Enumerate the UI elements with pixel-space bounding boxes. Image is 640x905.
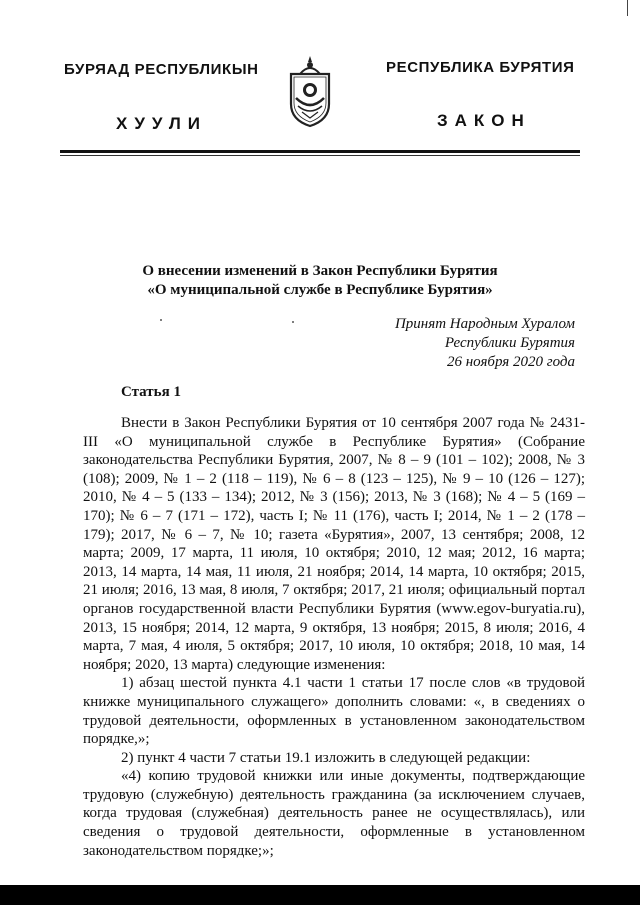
article-body: [83, 414, 585, 860]
paragraph-intro: Внести в Закон Республики Бурятия от 10 сентября 2007 года № 2431-III «О муниципальной службе в Республике Бурятия» (Собрание законодательства Республики Бурятия, 2007, № 8 – 9 (101 – 102); 2008, № 3 (108); 2009, № 1 – 2 (118 – 119), № 6 – 8 (123 – 125), № 9 – 10 (126 – 127); 2010, № 4 – 5 (133 – 134); 2012, № 3 (156); 2013, № 3 (168); № 4 – 5 (169 – 170); № 6 – 7 (171 – 172), часть I; № 11 (176), часть I; 2014, № 1 – 2 (178 – 179); 2017, № 6 – 7, № 10; газета «Бурятия», 2007, 13 сентября; 2008, 12 марта; 2009, 17 марта, 11 июля, 10 октября; 2010, 12 мая; 2012, 16 марта; 2013, 14 марта, 14 мая, 11 июля, 21 ноября; 2014, 14 марта, 10 октября; 2015, 21 июля; 2016, 13 мая, 8 июля, 7 октября; 2017, 21 июля; официальный портал органов государственной власти Республики Бурятия (www.egov-buryatia.ru), 2013, 15 ноября; 2014, 12 марта, 9 октября, 13 ноября; 2015, 8 июля; 2016, 4 марта, 7 мая, 4 июля, 5 октября; 2017, 10 июля, 10 октября; 2018, 10 мая, 14 ноября; 2020, 13 марта) следующие изменения:: [83, 415, 585, 673]
paragraph-item-1: 1) абзац шестой пункта 4.1 части 1 статьи 17 после слов «в трудовой книжке муниципального служащего» дополнить словами: «, в сведениях о трудовой деятельности, оформленных в установленном законодательством порядке,»;: [83, 675, 585, 748]
adoption-date: 26 ноября 2020 года: [446, 354, 575, 370]
adoption-line1: Принят Народным Хуралом: [394, 316, 575, 332]
header-left-top: БУРЯАД РЕСПУБЛИКЫН: [64, 61, 259, 78]
law-title: [60, 262, 580, 300]
header-left-bottom: ХУУЛИ: [116, 114, 207, 133]
scan-bottom-edge: [0, 885, 640, 905]
header-divider-thin: [60, 155, 580, 156]
header-divider-thick: [60, 150, 580, 153]
scan-dot: [160, 319, 162, 321]
header-right-top: РЕСПУБЛИКА БУРЯТИЯ: [386, 59, 575, 76]
law-title-line1: О внесении изменений в Закон Республики Бурятия: [142, 263, 498, 279]
adoption-line2: Республики Бурятия: [444, 335, 575, 351]
paragraph-item-2-text: «4) копию трудовой книжки или иные документы, подтверждающие трудовую (служебную) деятельность гражданина (за исключением случаев, когда трудовая (служебная) деятельность ранее не осуществлялась), или сведения о трудовой деятельности, оформленные в установленном законодательством порядке;»;: [83, 768, 585, 859]
scan-edge-mark: [627, 0, 628, 16]
article-heading: Статья 1: [121, 384, 181, 400]
adoption-note: [395, 315, 575, 372]
coat-of-arms-icon: [286, 54, 334, 128]
scan-dot: [292, 321, 294, 323]
header-right-bottom: ЗАКОН: [437, 111, 531, 130]
paragraph-item-2: 2) пункт 4 части 7 статьи 19.1 изложить в следующей редакции:: [121, 749, 531, 766]
law-title-line2: «О муниципальной службе в Республике Бурятия»: [147, 282, 493, 298]
